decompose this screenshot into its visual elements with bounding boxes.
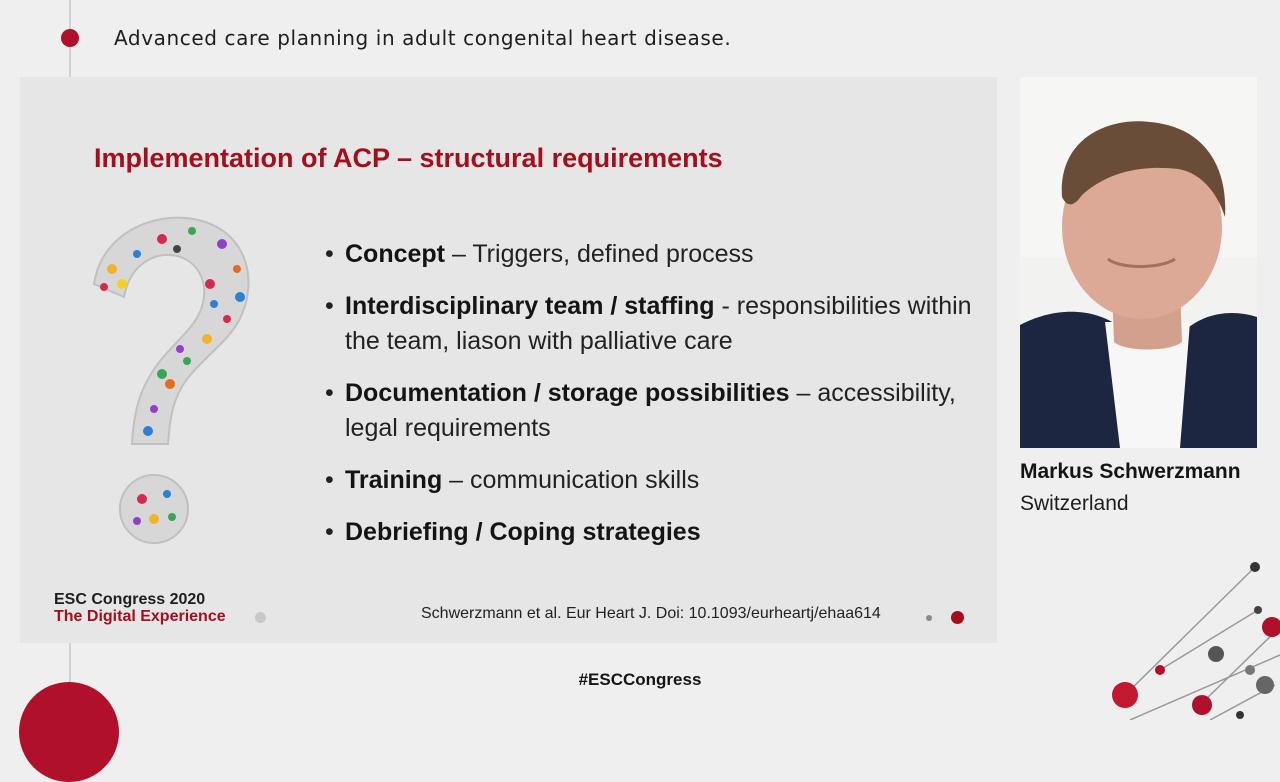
- question-mark-hook: [94, 218, 249, 444]
- bullet-list: [325, 237, 985, 567]
- slide-small-dot: [926, 615, 932, 621]
- bullet-detail: – accessibility, legal requirements: [345, 379, 956, 442]
- bullet-dot: •: [325, 379, 334, 407]
- bullet-item: [325, 376, 985, 446]
- logo-line-2: The Digital Experience: [54, 608, 226, 625]
- esc-congress-logo: [54, 591, 226, 625]
- question-mark-illustration: [82, 209, 262, 559]
- bullet-dot: •: [325, 466, 334, 494]
- bullet-dot: •: [325, 240, 334, 268]
- bullet-item: [325, 289, 985, 359]
- header-red-dot: [61, 29, 79, 47]
- bullet-dot: •: [325, 518, 334, 546]
- presentation-slide: [20, 77, 997, 643]
- bullet-keyword: Concept: [345, 240, 445, 268]
- logo-line-1: ESC Congress 2020: [54, 591, 206, 608]
- speaker-country: Switzerland: [1020, 492, 1129, 515]
- molecule-decoration: [1090, 555, 1280, 720]
- decorative-red-circle: [19, 682, 119, 782]
- bullet-item: [325, 463, 985, 498]
- bullet-detail: - responsibilities within the team, liason with palliative care: [345, 292, 972, 355]
- bullet-keyword: Training: [345, 466, 443, 494]
- bullet-detail: – communication skills: [442, 466, 700, 494]
- speaker-video-frame: [1020, 77, 1257, 448]
- bullet-keyword: Documentation / storage possibilities: [345, 379, 790, 407]
- bullet-keyword: Interdisciplinary team / staffing: [345, 292, 715, 320]
- session-title: Advanced care planning in adult congenital heart disease.: [114, 26, 732, 50]
- bullet-detail: – Triggers, defined process: [445, 240, 754, 268]
- slide-red-dot: [951, 611, 964, 624]
- bullet-dot: •: [325, 292, 334, 320]
- slide-grey-dot: [255, 612, 266, 623]
- bullet-item: [325, 237, 985, 272]
- bullet-item: [325, 515, 985, 550]
- speaker-name: Markus Schwerzmann: [1020, 460, 1241, 483]
- slide-title: Implementation of ACP – structural requirements: [94, 143, 723, 173]
- reference-citation: Schwerzmann et al. Eur Heart J. Doi: 10.1093/eurheartj/ehaa614: [421, 605, 881, 622]
- question-mark-dot: [120, 475, 188, 543]
- bullet-keyword: Debriefing / Coping strategies: [345, 518, 701, 546]
- hashtag: #ESCCongress: [578, 670, 702, 689]
- speaker-video: [1020, 77, 1257, 448]
